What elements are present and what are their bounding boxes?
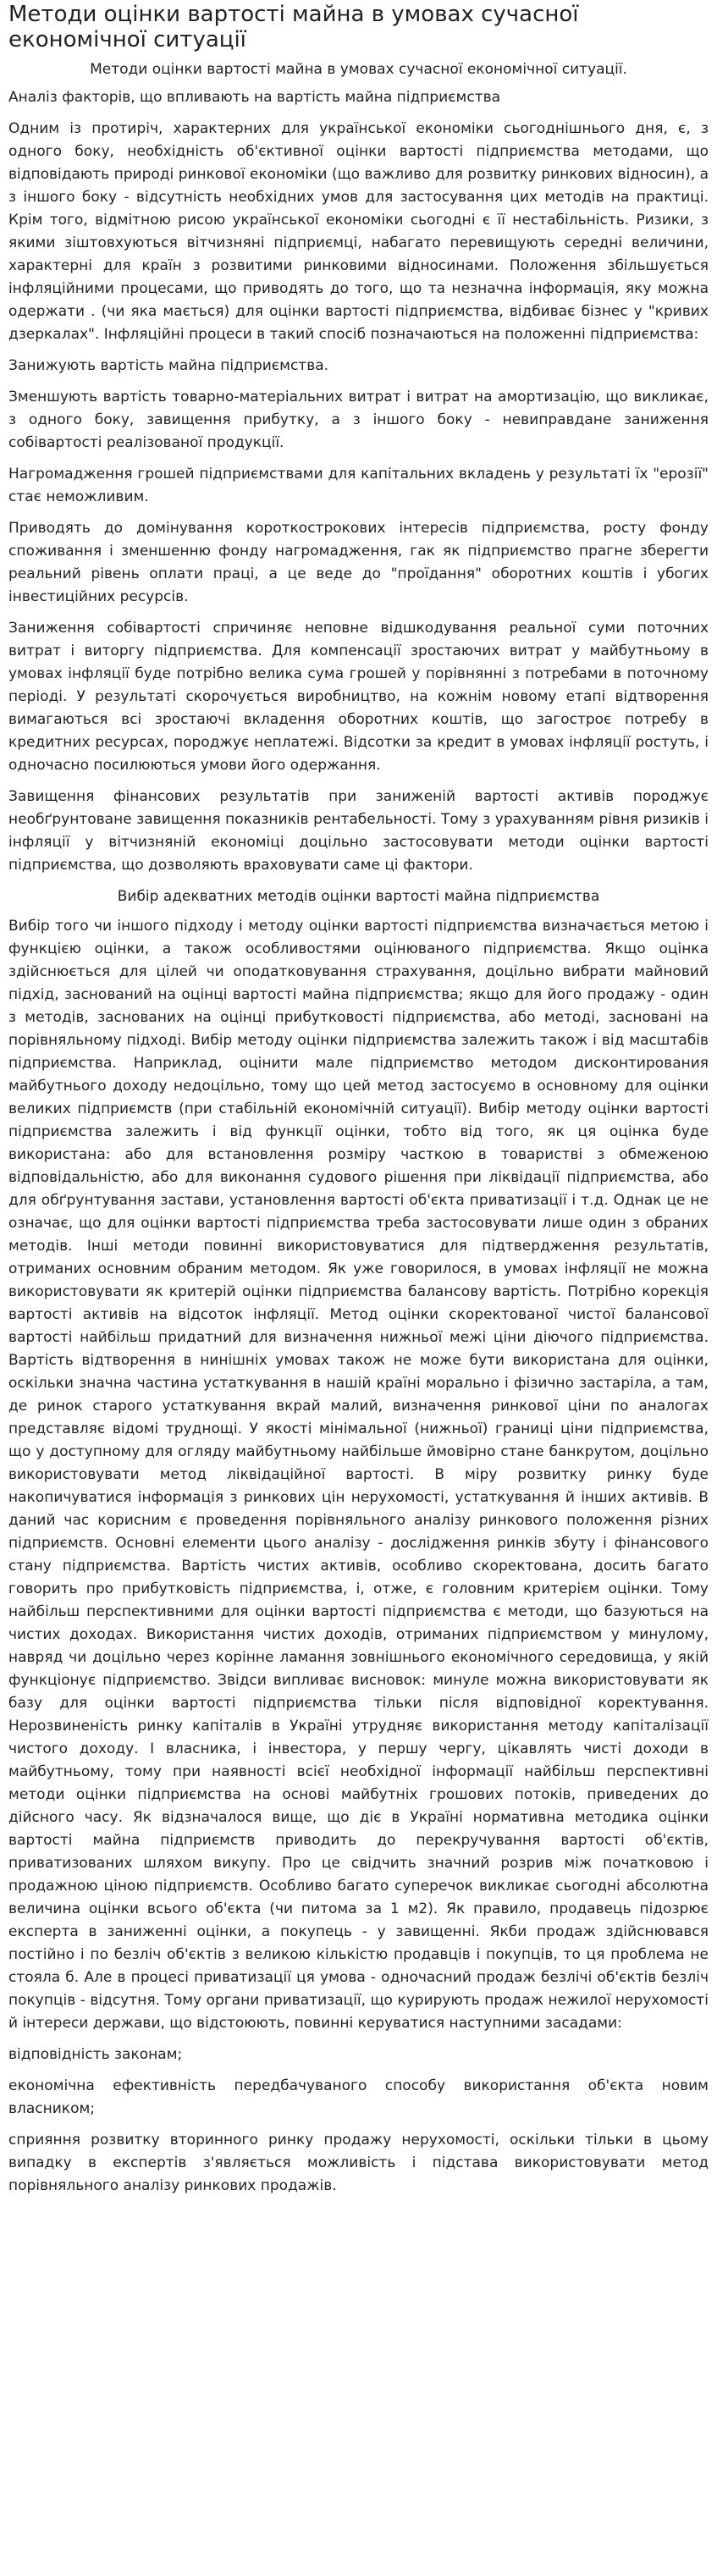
paragraph-principle-efficiency: економічна ефективність передбачуваного способу використання об'єкта новим власником;: [8, 2077, 709, 2117]
paragraph-factors-heading: Аналіз факторів, що впливають на вартість майна підприємства: [8, 89, 501, 106]
paragraph-principle-secondary-market: сприяння розвитку вторинного ринку продажу нерухомості, оскільки тільки в цьому випадку в експертів з'являється можливість і підстава використовувати метод порівняльного аналізу ринкових продажів.: [8, 2132, 709, 2194]
paragraph-cost-understatement: Заниження собівартості спричиняє неповне відшкодування реальної суми поточних витрат і виторгу підприємства. Для компенсації зростаючих витрат у майбутньому в умовах інфляції буде потрібно велика сума грошей у порівнянні з потребами в поточному періоді. У результаті скорочується виробництво, на кожнім новому етапі відтворення вимагаються всі зростаючі вкладення оборотних коштів, що загостроє потребу в кредитних ресурсах, породжує неплатежі. Відсотки за кредит в умовах інфляції ростуть, і одночасно посилюються умови його одержання.: [8, 620, 709, 774]
paragraph-short-term: Приводять до домінування короткострокових інтересів підприємства, росту фонду споживання і зменшенню фонду нагромадження, гак як підприємство прагне зберегти реальний рівень оплати праці, а це веде до "проїдання" оборотних коштів і убогих інвестиційних ресурсів.: [8, 520, 709, 605]
page-title: Методи оцінки вартості майна в умовах сучасної економічної ситуації: [8, 2, 579, 52]
paragraph-method-choice: Вибір того чи іншого підходу і методу оцінки вартості підприємства визначається метою і функцією оцінки, а також особливостями оцінюваного підприємства. Якщо оцінка здійснюється для цілей чи оподатковування страхування, доцільно вибрати майновий підхід, заснований на оцінці вартості майна підприємства; якщо для його продажу - один з методів, заснованих на оцінці прибутковості підприємства, або методі, засновані на порівняльному підході. Вибір методу оцінки підприємства залежить також і від масштабів підприємства. Наприклад, оцінити мале підприємство методом дисконтирования майбутнього доходу недоцільно, тому що цей метод застосуємо в основному для оцінки великих підприємств (при стабільній економічній ситуації). Вибір методу оцінки вартості підприємства залежить і від функції оцінки, тобто від того, як ця оцінка буде використана: або для встановлення розміру часткою в товаристві з обмеженою відповідальністю, або для виконання судового рішення при ліквідації підприємства, або для обґрунтування застави, установлення вартості об'єкта приватизації і т.д. Однак це не означає, що для оцінки вартості підприємства треба застосовувати лише один з обраних методів. Інші методи повинні використовуватися для підтвердження результатів, отриманих основним обраним методом. Як уже говорилося, в умовах інфляції не можна використовувати як критерій оцінки підприємства балансову вартість. Потрібно корекція вартості активів на відсоток інфляції. Метод оцінки скоректованої чистої балансової вартості найбільш придатний для визначення нижньої межі ціни діючого підприємства. Вартість відтворення в нинішніх умовах також не може бути використана для оцінки, оскільки значна частина устаткування в нашій країні морально і фізично застаріла, а там, де ринок старого устаткування вкрай малий, визначення ринкової ціни по аналогах представляє відомі труднощі. У якості мінімальної (нижньої) границі ціни підприємства, що у доступному для огляду майбутньому найбільше ймовірно стане банкрутом, доцільно використовувати метод ліквідаційної вартості. В міру розвитку ринку буде накопичуватися інформація з ринкових цін нерухомості, устаткування й інших активів. В даний час корисним є проведення порівняльного аналізу ринкового положення різних підприємств. Основні елементи цього аналізу - дослідження ринків збуту і фінансового стану підприємства. Вартість чистих активів, особливо скоректована, досить багато говорить про прибутковість підприємства, і, отже, є головним критерієм оцінки. Тому найбільш перспективними для оцінки вартості підприємства є методи, що базуються на чистих доходах. Використання чистих доходів, отриманих підприємством у минулому, навряд чи доцільно через корінне ламання зовнішнього економічного середовища, у якій функціонує підприємство. Звідси випливає висновок: минуле можна використовувати як базу для оцінки вартості підприємства тільки після відповідної коректування. Нерозвиненість ринку капіталів в Україні утрудняє використання методу капіталізації чистого доходу. І власника, і інвестора, у першу чергу, цікавлять чисті доходи в майбутньому, тому при наявності всієї необхідної інформації найбільш перспективні методи оцінки підприємства на основі майбутніх грошових потоків, приведених до дійсного часу. Як відзначалося вище, що діє в Україні нормативна методика оцінки вартості майна підприємств приводить до перекручування вартості об'єктів, приватизованих шляхом викупу. Про це свідчить значний розрив між початковою і продажною ціною підприємств. Особливо багато суперечок викликає сьогодні абсолютна величина оцінки всього об'єкта (чи питома за 1 м2). Як правило, продавець підозрює експерта в заниженні оцінки, а покупець - у завищенні. Якби продаж здійснювався постійно і по безліч об'єктів з великою кількістю продавців і покупців, то ця проблема не стояла б. Але в процесі приватизації ця умова - одночасний продаж безлічі об'єктів безліч покупців - відсутня. Тому органи приватизації, що курирують продаж нежилої нерухомості й інтереси держави, що відстоюють, повинні керуватися наступними засадами:: [8, 918, 709, 2032]
page-subtitle: Методи оцінки вартості майна в умовах сучасної економічної ситуації.: [90, 61, 627, 78]
paragraph-reduce-costs: Зменшують вартість товарно-матеріальних витрат і витрат на амортизацію, що викликає, з одного боку, завищення прибутку, а з іншого боку - невиправдане заниження собівартості реалізованої продукції.: [8, 389, 709, 451]
paragraph-undervalue: Занижують вартість майна підприємства.: [8, 357, 329, 374]
paragraph-financial-results: Завищення фінансових результатів при заниженій вартості активів породжує необґрунтоване завищення показників рентабельності. Тому з урахуванням рівня ризиків і інфляції у вітчизняній економіці доцільно застосовувати методи оцінки вартості підприємства, що дозволяють враховувати саме ці фактори.: [8, 788, 709, 874]
paragraph-intro: Одним із протиріч, характерних для української економіки сьогоднішнього дня, є, з одного боку, необхідність об'єктивної оцінки вартості підприємства методами, що відповідають природі ринкової економіки (що важливо для розвитку ринкових відносин), а з іншого боку - відсутність необхідних умов для застосування цих методів на практиці. Крім того, відмітною рисою української економіки сьогодні є її нестабільність. Ризики, з якими зіштовхуються вітчизняні підприємці, набагато перевищують середні величини, характерні для країн з розвитими ринковими відносинами. Положення збільшується інфляційними процесами, що приводять до того, що та незначна інформація, яку можна одержати . (чи яка мається) для оцінки вартості підприємства, відбиває бізнес у "кривих дзеркалах". Інфляційні процеси в такий спосіб позначаються на положенні підприємства:: [8, 120, 709, 343]
paragraph-principle-laws: відповідність законам;: [8, 2046, 183, 2063]
paragraph-accumulation: Нагромадження грошей підприємствами для капітальних вкладень у результаті їх "ерозії" стає неможливим.: [8, 466, 709, 505]
section-heading-methods: Вибір адекватних методів оцінки вартості майна підприємства: [117, 888, 600, 905]
